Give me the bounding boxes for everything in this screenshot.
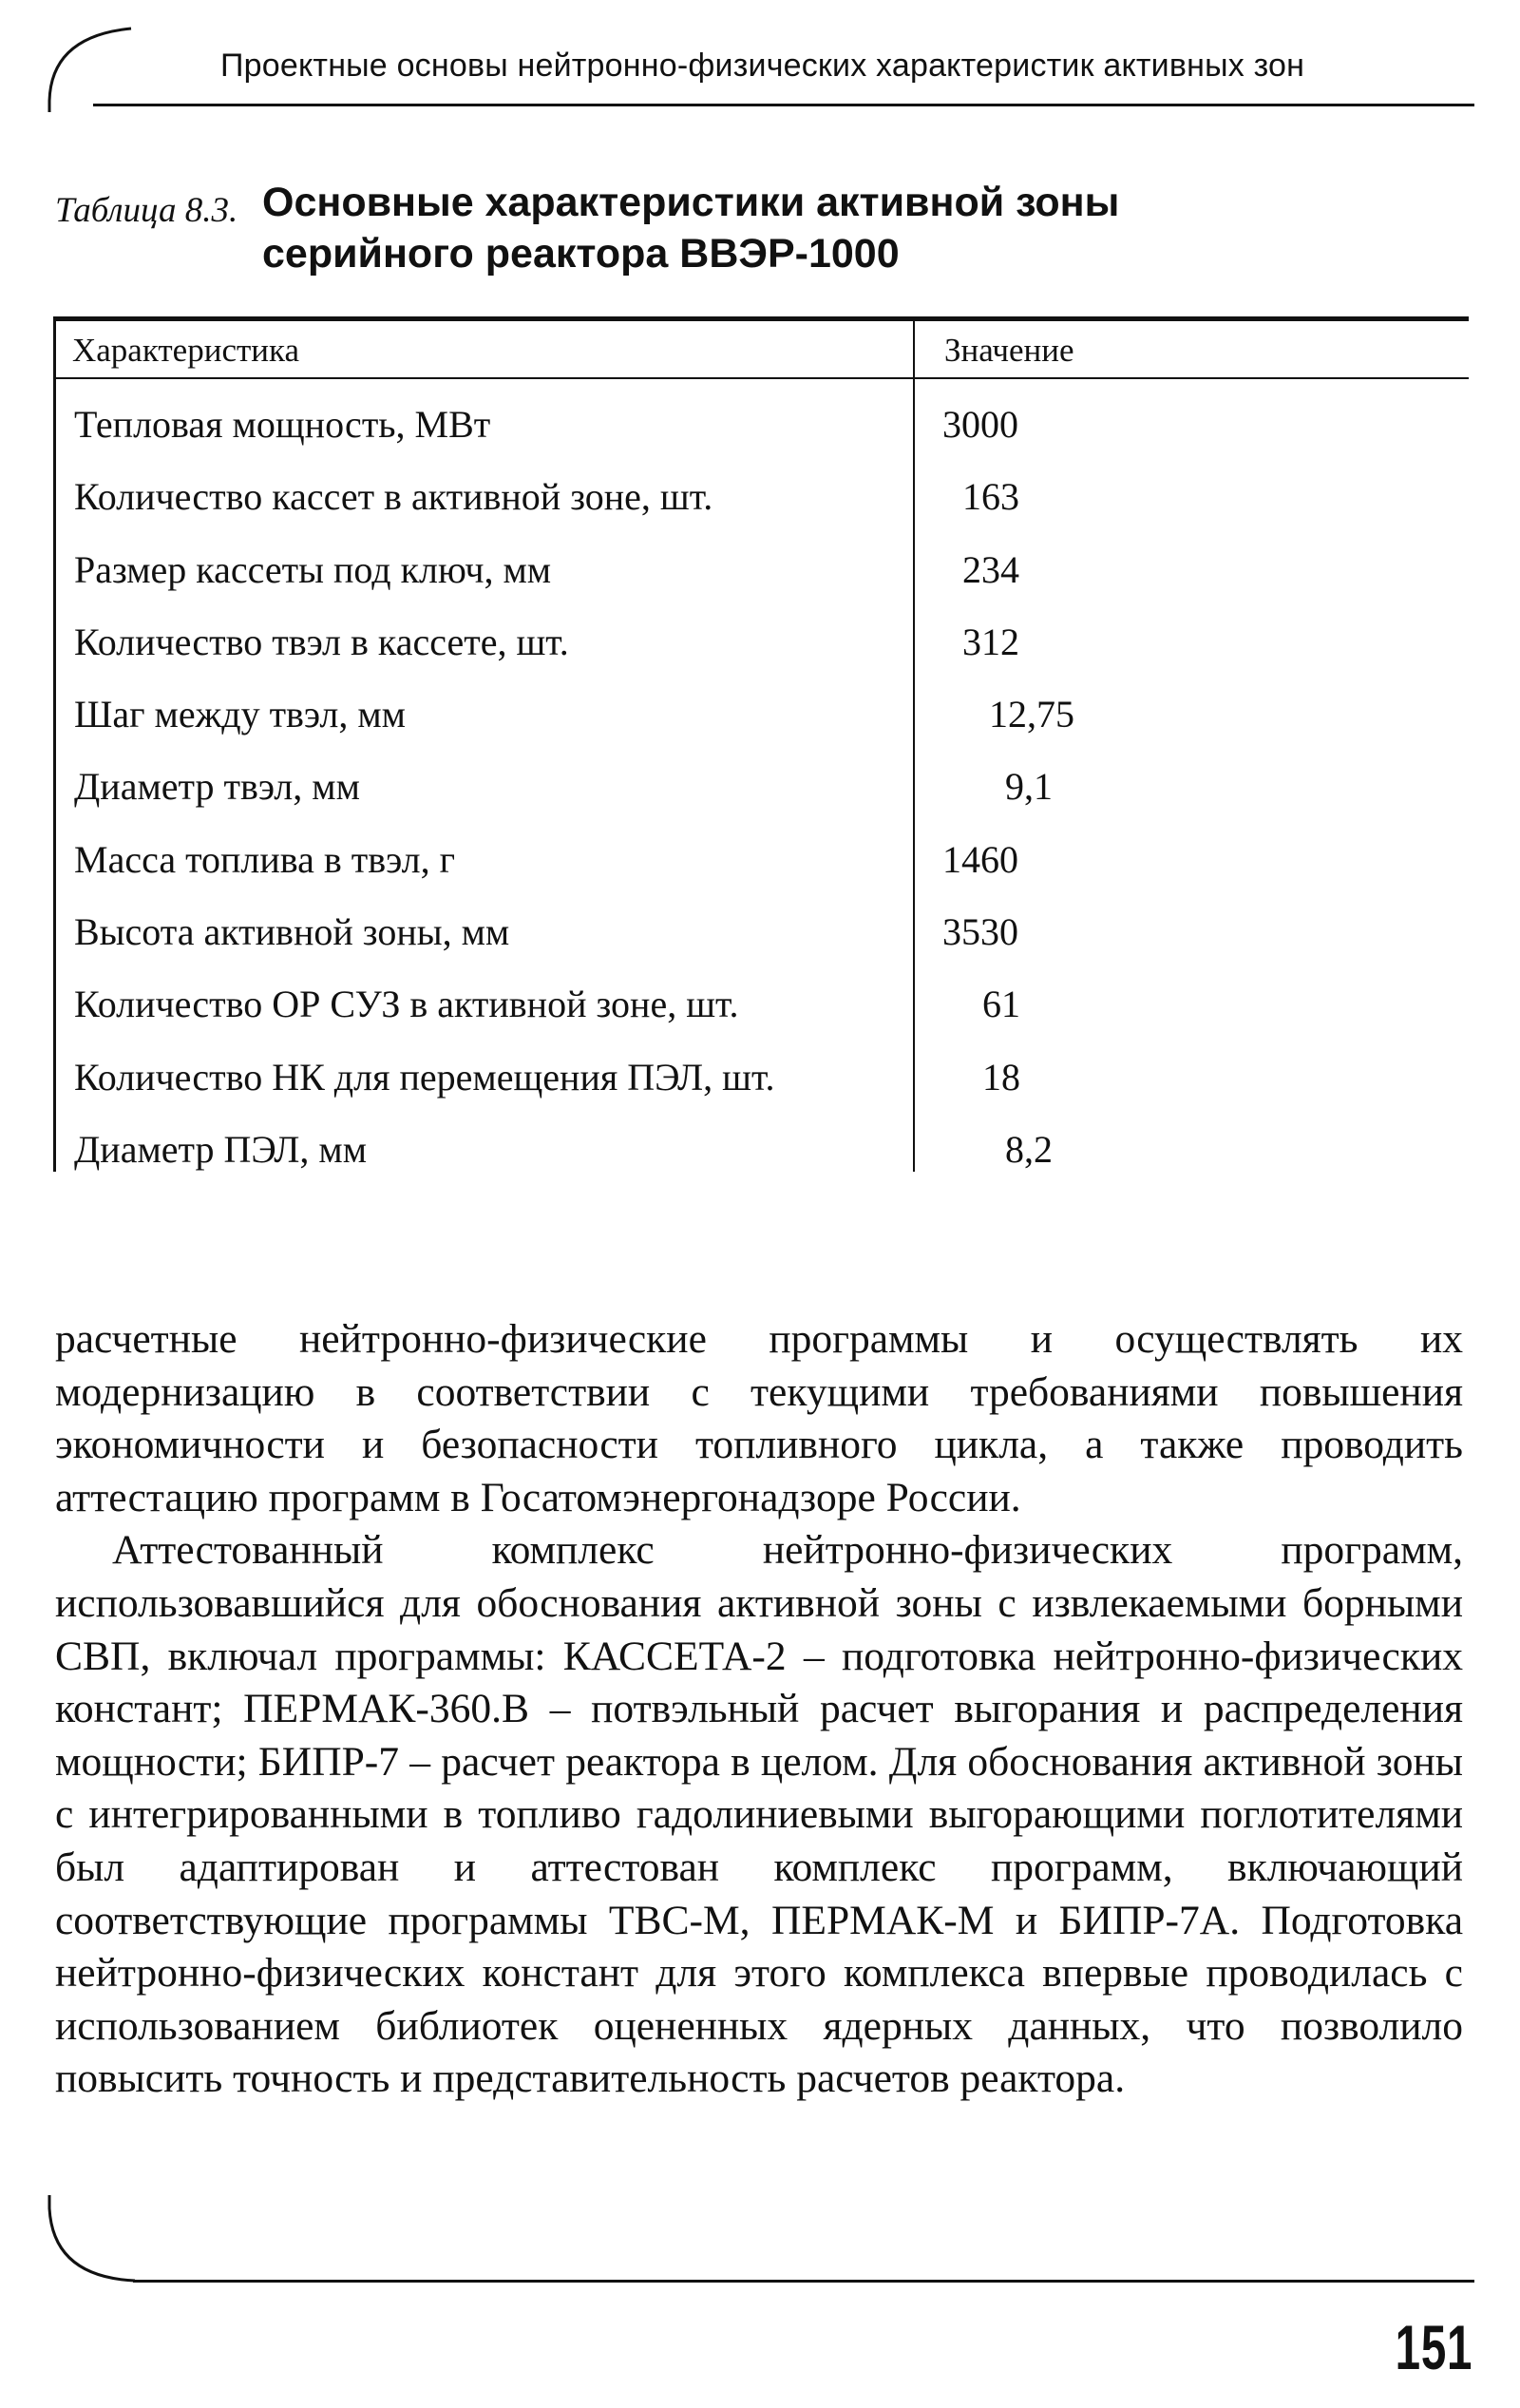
table-cell-characteristic: Количество ОР СУЗ в активной зоне, шт. <box>74 983 739 1026</box>
table-row <box>53 457 1469 529</box>
footer-rule <box>133 2280 1474 2283</box>
table-cell-value: 9,1 <box>1005 765 1053 809</box>
table-caption-label: Таблица 8.3. <box>55 191 238 230</box>
table-cell-characteristic: Размер кассеты под ключ, мм <box>74 547 552 591</box>
table-cell-characteristic: Количество НК для перемещения ПЭЛ, шт. <box>74 1055 775 1099</box>
table-cell-value: 234 <box>962 547 1019 591</box>
table-row <box>53 1038 1469 1110</box>
table-cell-value: 3000 <box>942 403 1018 446</box>
table-top-rule <box>53 316 1469 321</box>
table-cell-value: 1460 <box>942 837 1018 881</box>
table-cell-value: 8,2 <box>1005 1127 1053 1171</box>
table-cell-characteristic: Шаг между твэл, мм <box>74 693 406 736</box>
body-text <box>55 1313 1463 2106</box>
table-cell-value: 163 <box>962 475 1019 519</box>
table-cell-value: 61 <box>982 983 1020 1026</box>
table-row <box>53 820 1469 892</box>
table-row <box>53 1110 1469 1182</box>
table-cell-characteristic: Масса топлива в твэл, г <box>74 837 455 881</box>
table-header-rule <box>53 377 1469 379</box>
table-row <box>53 602 1469 675</box>
table-cell-characteristic: Количество твэл в кассете, шт. <box>74 620 569 663</box>
table-row <box>53 747 1469 819</box>
table-header-value: Значение <box>944 332 1074 369</box>
table-body <box>53 385 1469 1182</box>
table-cell-value: 312 <box>962 620 1019 663</box>
characteristics-table <box>53 316 1469 1172</box>
table-header-characteristic: Характеристика <box>72 332 300 369</box>
table-cell-characteristic: Диаметр твэл, мм <box>74 765 360 809</box>
header-corner-ornament <box>48 27 133 112</box>
table-cell-characteristic: Количество кассет в активной зоне, шт. <box>74 475 713 519</box>
body-paragraph: Аттестованный комплекс нейтронно-физических программ, использовавшийся для обоснования активной зоны с извлекаемыми борными СВП, включал программы: КАССЕТА-2 – подготовка нейтронно-физических констант; ПЕРМАК-360.В – потвэльный расчет выгорания и распределения мощности; БИПР-7 – расчет реактора в целом. Для обоснования активной зоны с интегрированными в топливо гадолиниевыми выгорающими поглотителями был адаптирован и аттестован комплекс программ, включающий соответствующие программы ТВС-М, ПЕРМАК-М и БИПР-7А. Подготовка нейтронно-физических констант для этого комплекса впервые проводилась с использованием библиотек оцененных ядерных данных, что позволило повысить точность и представительность расчетов реактора. <box>55 1527 1463 2102</box>
table-row <box>53 675 1469 747</box>
table-cell-characteristic: Высота активной зоны, мм <box>74 910 510 954</box>
page-number: 151 <box>1395 2312 1472 2382</box>
table-row <box>53 385 1469 457</box>
footer-corner-ornament <box>48 2195 152 2300</box>
table-row <box>53 965 1469 1037</box>
table-cell-characteristic: Диаметр ПЭЛ, мм <box>74 1127 368 1171</box>
table-row <box>53 530 1469 602</box>
body-paragraph: расчетные нейтронно-физические программы и осуществлять их модернизацию в соответствии с текущими требованиями повышения экономичности и безопасности топливного цикла, а также проводить аттестацию программ в Госатомэнергонадзоре России. <box>55 1316 1463 1520</box>
table-cell-value: 3530 <box>942 910 1018 954</box>
table-caption-title: Основные характеристики активной зоны серийного реактора ВВЭР-1000 <box>262 180 1120 277</box>
table-row <box>53 892 1469 965</box>
table-cell-characteristic: Тепловая мощность, МВт <box>74 403 491 446</box>
table-cell-value: 18 <box>982 1055 1020 1099</box>
table-cell-value: 12,75 <box>989 693 1074 736</box>
running-header: Проектные основы нейтронно-физических характеристик активных зон <box>220 48 1305 84</box>
header-rule <box>93 104 1474 106</box>
